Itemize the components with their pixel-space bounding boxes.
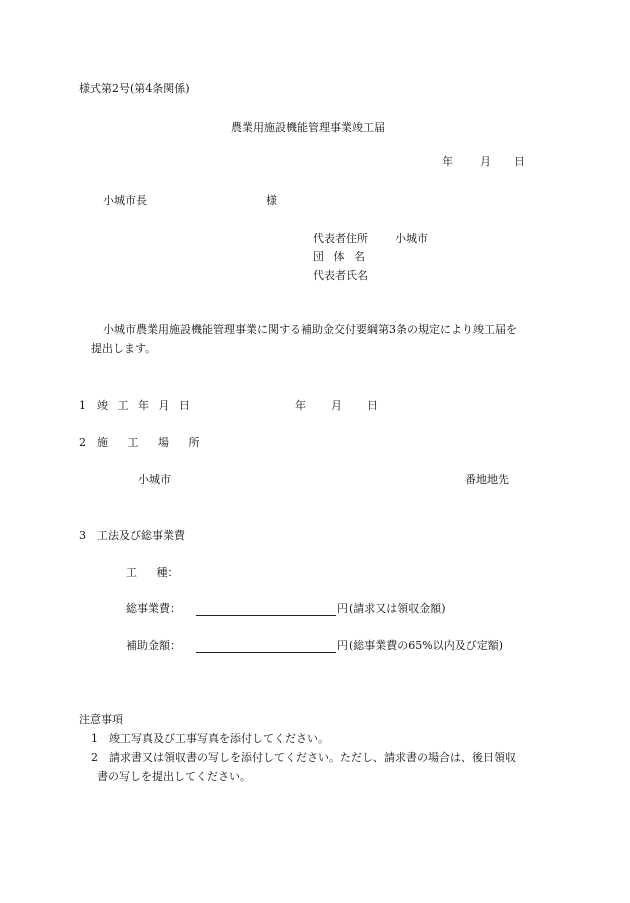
- document-title: 農業用施設機能管理事業竣工届: [231, 121, 385, 134]
- total-cost-note: (請求又は領収金額): [349, 602, 446, 615]
- applicant-group-label: 団 体 名: [313, 250, 365, 263]
- note2-text-line2: 書の写しを提出してください。: [97, 770, 251, 783]
- date-day-label: 日: [514, 155, 525, 168]
- addressee-honorific: 様: [266, 194, 277, 207]
- subsidy-blank-line: [196, 652, 336, 653]
- date-year-label: 年: [442, 155, 453, 168]
- item1-label: 竣 工 年 月 日: [97, 399, 190, 412]
- notes-heading: 注意事項: [79, 713, 123, 726]
- applicant-address-value: 小城市: [395, 232, 428, 245]
- body-text-line1: 小城市農業用施設機能管理事業に関する補助金交付要綱第3条の規定により竣工届を: [103, 323, 517, 336]
- total-cost-label: 総事業費：: [126, 602, 181, 615]
- item2-number: 2: [79, 436, 86, 449]
- item1-month: 月: [331, 399, 342, 412]
- item2-suffix: 番地地先: [465, 473, 509, 486]
- item1-number: 1: [79, 399, 86, 412]
- subsidy-label: 補助金額：: [126, 639, 181, 652]
- note2-text-line1: 請求書又は領収書の写しを添付してください。ただし、請求書の場合は、後日領収: [109, 751, 516, 764]
- applicant-name-label: 代表者氏名: [313, 269, 368, 282]
- applicant-address-label: 代表者住所: [313, 232, 368, 245]
- total-cost-blank-line: [196, 615, 336, 616]
- total-cost-unit: 円: [337, 602, 348, 615]
- note2-number: 2: [91, 751, 98, 764]
- subsidy-note: (総事業費の65%以内及び定額): [349, 639, 504, 652]
- body-text-line2: 提出します。: [91, 342, 157, 355]
- form-number: 様式第2号(第4条関係): [79, 82, 190, 95]
- item1-day: 日: [367, 399, 378, 412]
- item3-number: 3: [79, 529, 86, 542]
- date-month-label: 月: [480, 155, 491, 168]
- item2-label: 施 工 場 所: [97, 436, 200, 449]
- item1-year: 年: [295, 399, 306, 412]
- subsidy-unit: 円: [337, 639, 348, 652]
- note1-text: 竣工写真及び工事写真を添付してください。: [109, 732, 329, 745]
- addressee-name: 小城市長: [103, 194, 147, 207]
- note1-number: 1: [91, 732, 98, 745]
- item2-city: 小城市: [138, 473, 171, 486]
- item3-label: 工法及び総事業費: [97, 529, 185, 542]
- work-type-label: 工 種：: [126, 566, 179, 579]
